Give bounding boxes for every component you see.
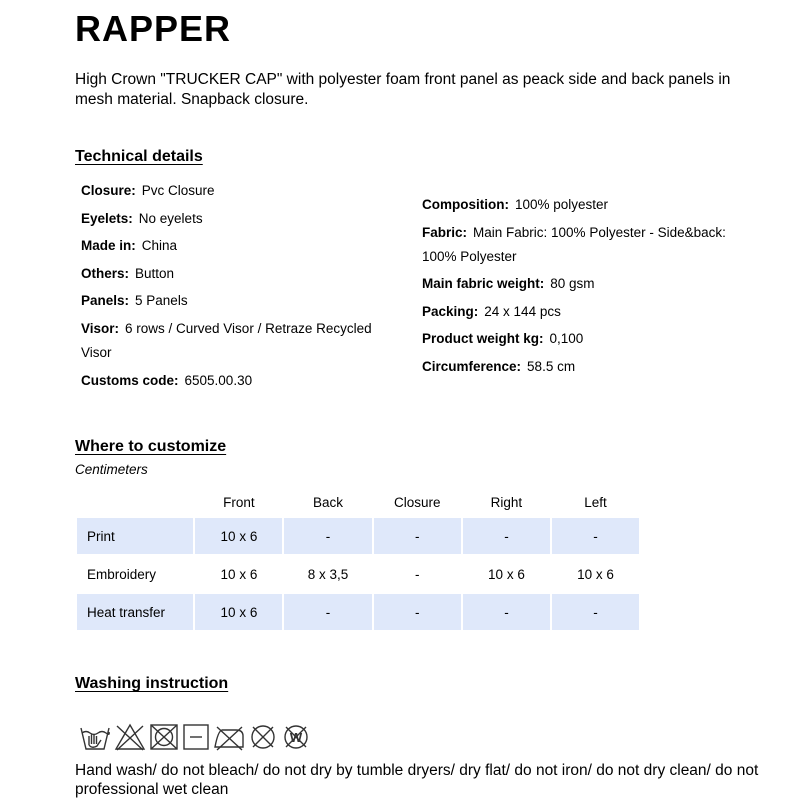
spec-key: Composition: [422, 197, 509, 212]
spec-key: Eyelets: [81, 210, 133, 226]
spec-key: Customs code: [81, 372, 179, 388]
table-cell: - [552, 518, 639, 554]
table-cell: 10 x 6 [195, 518, 282, 554]
spec-row [422, 300, 742, 324]
column-header: Right [490, 494, 523, 510]
spec-row [81, 262, 391, 286]
column-header: Back [313, 494, 344, 510]
row-label: Print [77, 518, 193, 554]
table-cell: - [414, 566, 420, 582]
table-cell: - [463, 518, 550, 554]
washing-instruction-text: Hand wash/ do not bleach/ do not dry by tumble dryers/ dry flat/ do not iron/ do not dry clean/ do not professional wet clean [75, 762, 759, 798]
table-cell: - [284, 518, 371, 554]
spec-row [81, 179, 391, 203]
product-description: High Crown "TRUCKER CAP" with polyester foam front panel as peack side and back panels in mesh material. Snapback closure. [75, 71, 731, 108]
spec-key: Made in: [81, 238, 136, 254]
technical-specs-left [81, 179, 391, 396]
no-dry-clean-icon [247, 722, 279, 752]
spec-row [422, 355, 742, 379]
spec-key: Visor: [81, 320, 120, 336]
spec-row [81, 234, 391, 258]
table-header-row [77, 488, 639, 516]
column-header: Closure [393, 494, 441, 510]
spec-row [81, 289, 391, 313]
spec-value: China [141, 238, 178, 254]
spec-value: 6505.00.30 [184, 372, 253, 388]
spec-value: Button [135, 265, 175, 281]
spec-key: Packing: [422, 303, 479, 319]
no-bleach-icon [113, 722, 147, 752]
table-row [77, 518, 639, 554]
spec-value: 58.5 cm [527, 358, 576, 374]
no-iron-icon [212, 722, 246, 752]
table-cell: - [463, 594, 550, 630]
table-cell: 10 x 6 [488, 566, 525, 582]
table-row [77, 556, 639, 592]
spec-row [422, 193, 742, 217]
no-tumble-dry-icon [148, 722, 180, 752]
table-cell: - [284, 594, 371, 630]
spec-key: Panels: [81, 293, 130, 309]
spec-row [81, 317, 391, 365]
spec-value: Main Fabric: 100% Polyester - Side&back: 100% Polyester [422, 224, 726, 264]
column-header: Front [223, 494, 255, 510]
technical-details-heading: Technical details [75, 148, 203, 165]
units-label: Centimeters [75, 462, 148, 477]
table-cell: 10 x 6 [220, 566, 258, 582]
table-cell: - [552, 594, 639, 630]
spec-value: 100% polyester [515, 197, 609, 212]
no-wet-clean-icon [280, 722, 312, 752]
spec-key: Fabric: [422, 224, 468, 240]
table-cell: 8 x 3,5 [307, 566, 349, 582]
table-cell: - [374, 594, 461, 630]
hand-wash-icon [78, 722, 112, 752]
spec-key: Circumference: [422, 358, 522, 374]
product-title: RAPPER [75, 8, 232, 49]
spec-value: No eyelets [138, 210, 203, 226]
spec-value: 24 x 144 pcs [484, 303, 561, 319]
spec-key: Main fabric weight: [422, 276, 545, 292]
washing-icons [78, 722, 312, 752]
spec-row [422, 221, 742, 269]
spec-key: Others: [81, 265, 130, 281]
spec-row [422, 272, 742, 296]
spec-value: Pvc Closure [141, 183, 215, 198]
spec-row [81, 369, 391, 393]
table-cell: 10 x 6 [577, 566, 614, 582]
spec-value: 80 gsm [550, 276, 595, 292]
spec-row [81, 207, 391, 231]
spec-row [422, 327, 742, 351]
row-label: Heat transfer [77, 594, 193, 630]
table-cell: 10 x 6 [195, 594, 282, 630]
dry-flat-icon [181, 722, 211, 752]
column-header: Left [584, 494, 607, 510]
washing-instruction-heading: Washing instruction [75, 675, 229, 692]
spec-value: 6 rows / Curved Visor / Retraze Recycled Visor [81, 320, 372, 360]
svg-text:W: W [289, 730, 303, 745]
spec-value: 0,100 [549, 331, 584, 347]
table-cell: - [374, 518, 461, 554]
table-corner [77, 488, 193, 516]
spec-key: Product weight kg: [422, 331, 544, 347]
spec-value: 5 Panels [135, 293, 188, 309]
row-label: Embroidery [87, 566, 157, 582]
table-row [77, 594, 639, 630]
where-to-customize-heading: Where to customize [75, 438, 227, 455]
spec-key: Closure: [81, 183, 136, 198]
customization-table [75, 488, 641, 630]
technical-specs-right [422, 193, 742, 383]
